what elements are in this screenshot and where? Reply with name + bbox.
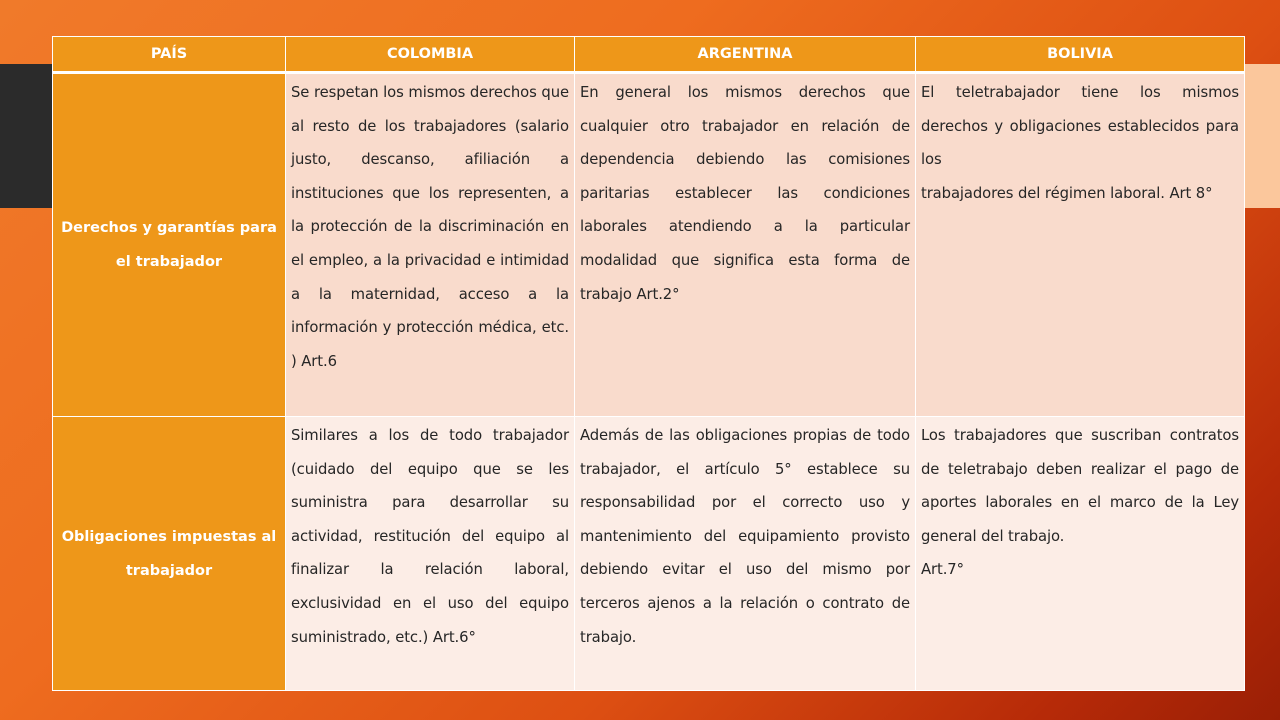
cell-argentina-derechos [575, 73, 916, 417]
cell-argentina-obligaciones [575, 417, 916, 691]
cell-text: Art.7° [921, 561, 964, 579]
row-label-obligaciones: Obligaciones impuestas al trabajador [53, 417, 286, 691]
header-pais: PAÍS [53, 37, 286, 73]
cell-text: El teletrabajador tiene los mismos derechos y obligaciones establecidos para los [921, 84, 1239, 169]
cell-text: Además de las obligaciones propias de todo trabajador, el artículo 5° establece su responsabilidad por el correcto uso y mantenimiento del equipamiento provisto debiendo evitar el uso del mismo por terceros ajenos a la relación o contrato de trabajo. [580, 427, 910, 646]
left-accent-bar [0, 64, 52, 208]
table-header-row [53, 37, 1245, 73]
header-colombia: COLOMBIA [286, 37, 575, 73]
comparison-table [52, 36, 1245, 691]
cell-bolivia-obligaciones [916, 417, 1245, 691]
cell-text: Se respetan los mismos derechos que al resto de los trabajadores (salario justo, descanso, afiliación a instituciones que los representen, a la protección de la discriminación en el empleo, a la privacidad e intimidad a la maternidad, acceso a la información y protección médica, etc. ) Art.6 [291, 84, 569, 370]
cell-text: Similares a los de todo trabajador (cuidado del equipo que se les suministra para desarrollar su actividad, restitución del equipo al finalizar la relación laboral, exclusividad en el uso del equipo suministrado, etc.) Art.6° [291, 427, 569, 646]
header-argentina: ARGENTINA [575, 37, 916, 73]
cell-colombia-obligaciones [286, 417, 575, 691]
cell-text: Los trabajadores que suscriban contratos de teletrabajo deben realizar el pago de aportes laborales en el marco de la Ley general del trabajo. [921, 427, 1239, 545]
cell-text: En general los mismos derechos que cualquier otro trabajador en relación de dependencia debiendo las comisiones paritarias establecer las condiciones laborales atendiendo a la particular modalidad que significa esta forma de trabajo Art.2° [580, 84, 910, 303]
table-row [53, 417, 1245, 691]
table-row [53, 73, 1245, 417]
row-label-derechos: Derechos y garantías para el trabajador [53, 73, 286, 417]
header-bolivia: BOLIVIA [916, 37, 1245, 73]
cell-colombia-derechos [286, 73, 575, 417]
cell-text: trabajadores del régimen laboral. Art 8° [921, 184, 1213, 202]
right-accent-bar [1244, 64, 1280, 208]
cell-bolivia-derechos [916, 73, 1245, 417]
